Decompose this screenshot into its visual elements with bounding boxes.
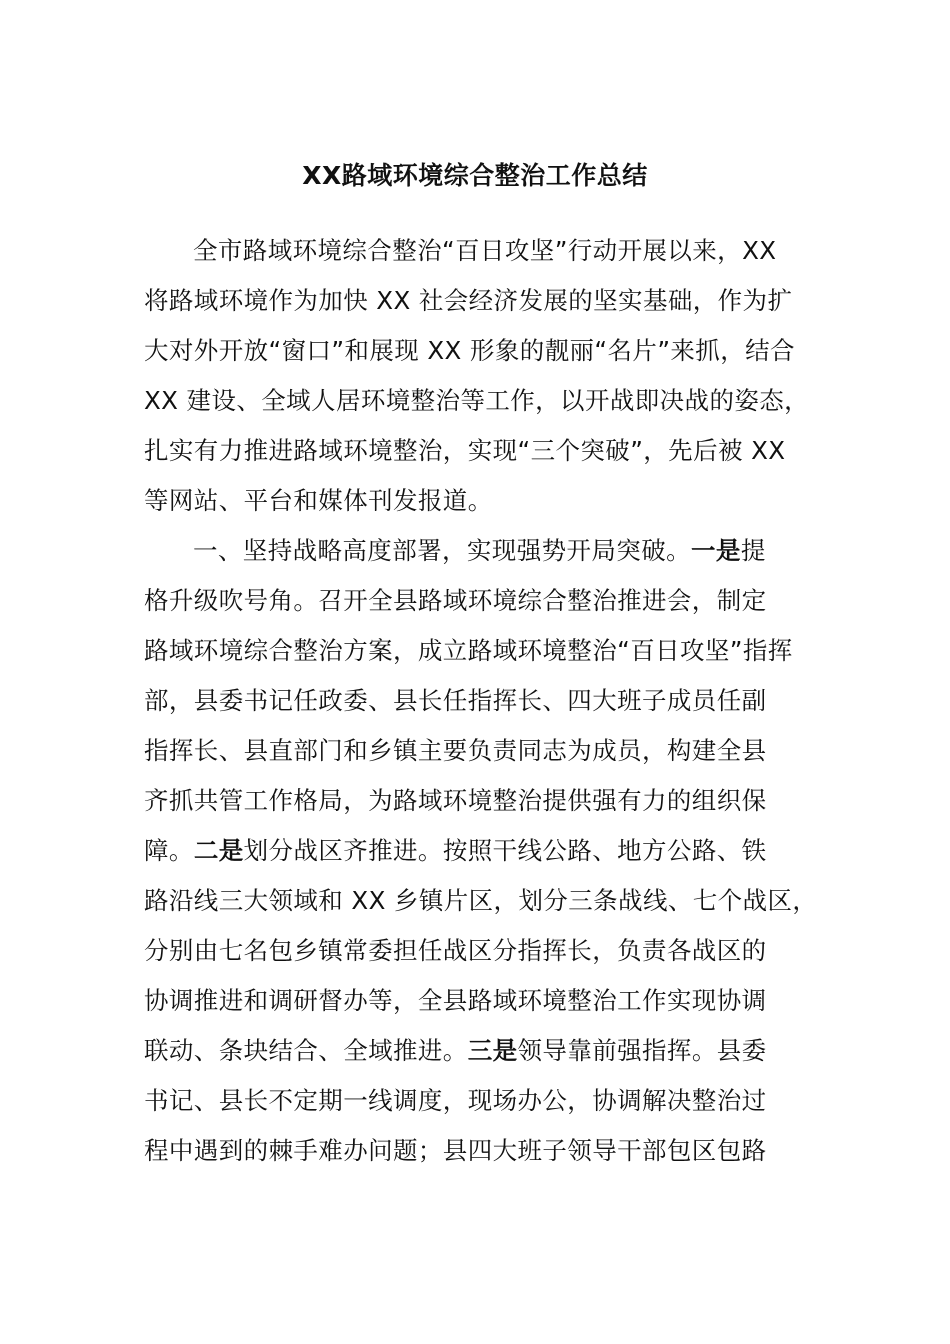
text-segment: 障。 <box>144 836 194 865</box>
text-line <box>144 529 834 579</box>
text-line <box>144 1029 834 1079</box>
text-line <box>144 629 834 679</box>
text-line <box>144 329 834 379</box>
text-segment: 划分战区齐推进。按照干线公路、地方公路、铁 <box>243 836 767 865</box>
text-segment: 路域环境综合整治方案，成立路域环境整治“百日攻坚”指挥 <box>144 636 793 665</box>
document-body <box>144 229 834 1179</box>
text-line <box>144 579 834 629</box>
text-line <box>144 979 834 1029</box>
text-segment: 将路域环境作为加快 XX 社会经济发展的坚实基础，作为扩 <box>144 286 793 315</box>
text-line <box>144 829 834 879</box>
text-line <box>144 1079 834 1129</box>
text-segment: 大对外开放“窗口”和展现 XX 形象的靓丽“名片”来抓，结合 <box>144 336 795 365</box>
text-segment: 部，县委书记任政委、县长任指挥长、四大班子成员任副 <box>144 686 767 715</box>
text-segment: 联动、条块结合、全域推进。 <box>144 1036 468 1065</box>
text-segment: 路沿线三大领域和 XX 乡镇片区，划分三条战线、七个战区， <box>144 886 818 915</box>
text-segment: 协调推进和调研督办等，全县路域环境整治工作实现协调 <box>144 986 767 1015</box>
text-segment: 齐抓共管工作格局，为路域环境整治提供强有力的组织保 <box>144 786 767 815</box>
text-line <box>144 729 834 779</box>
text-line <box>144 879 834 929</box>
text-line <box>144 1129 834 1179</box>
bold-text-segment: 二是 <box>193 836 244 865</box>
text-line <box>144 929 834 979</box>
text-segment: 扎实有力推进路域环境整治，实现“三个突破”，先后被 XX <box>144 436 786 465</box>
bold-text-segment: 三是 <box>467 1036 518 1065</box>
text-segment: 指挥长、县直部门和乡镇主要负责同志为成员，构建全县 <box>144 736 767 765</box>
document-title: XX路域环境综合整治工作总结 <box>302 161 648 190</box>
text-segment: 分别由七名包乡镇常委担任战区分指挥长，负责各战区的 <box>144 936 767 965</box>
text-line <box>144 779 834 829</box>
text-segment: 领导靠前强指挥。县委 <box>517 1036 767 1065</box>
text-line <box>144 479 834 529</box>
text-line <box>144 679 834 729</box>
text-segment: 书记、县长不定期一线调度，现场办公，协调解决整治过 <box>144 1086 767 1115</box>
text-segment: XX 建设、全域人居环境整治等工作，以开战即决战的姿态， <box>144 386 810 415</box>
text-line <box>144 279 834 329</box>
text-segment: 程中遇到的棘手难办问题；县四大班子领导干部包区包路 <box>144 1136 767 1165</box>
bold-text-segment: 一是 <box>691 536 741 565</box>
text-line <box>144 429 834 479</box>
text-segment: 提 <box>740 536 766 565</box>
text-segment: 等网站、平台和媒体刊发报道。 <box>144 486 493 515</box>
text-segment: 格升级吹号角。召开全县路域环境综合整治推进会，制定 <box>144 586 767 615</box>
text-line <box>144 229 834 279</box>
text-line <box>144 379 834 429</box>
text-segment: 全市路域环境综合整治“百日攻坚”行动开展以来，XX <box>193 236 777 265</box>
text-segment: 一、坚持战略高度部署，实现强势开局突破。 <box>193 536 691 565</box>
